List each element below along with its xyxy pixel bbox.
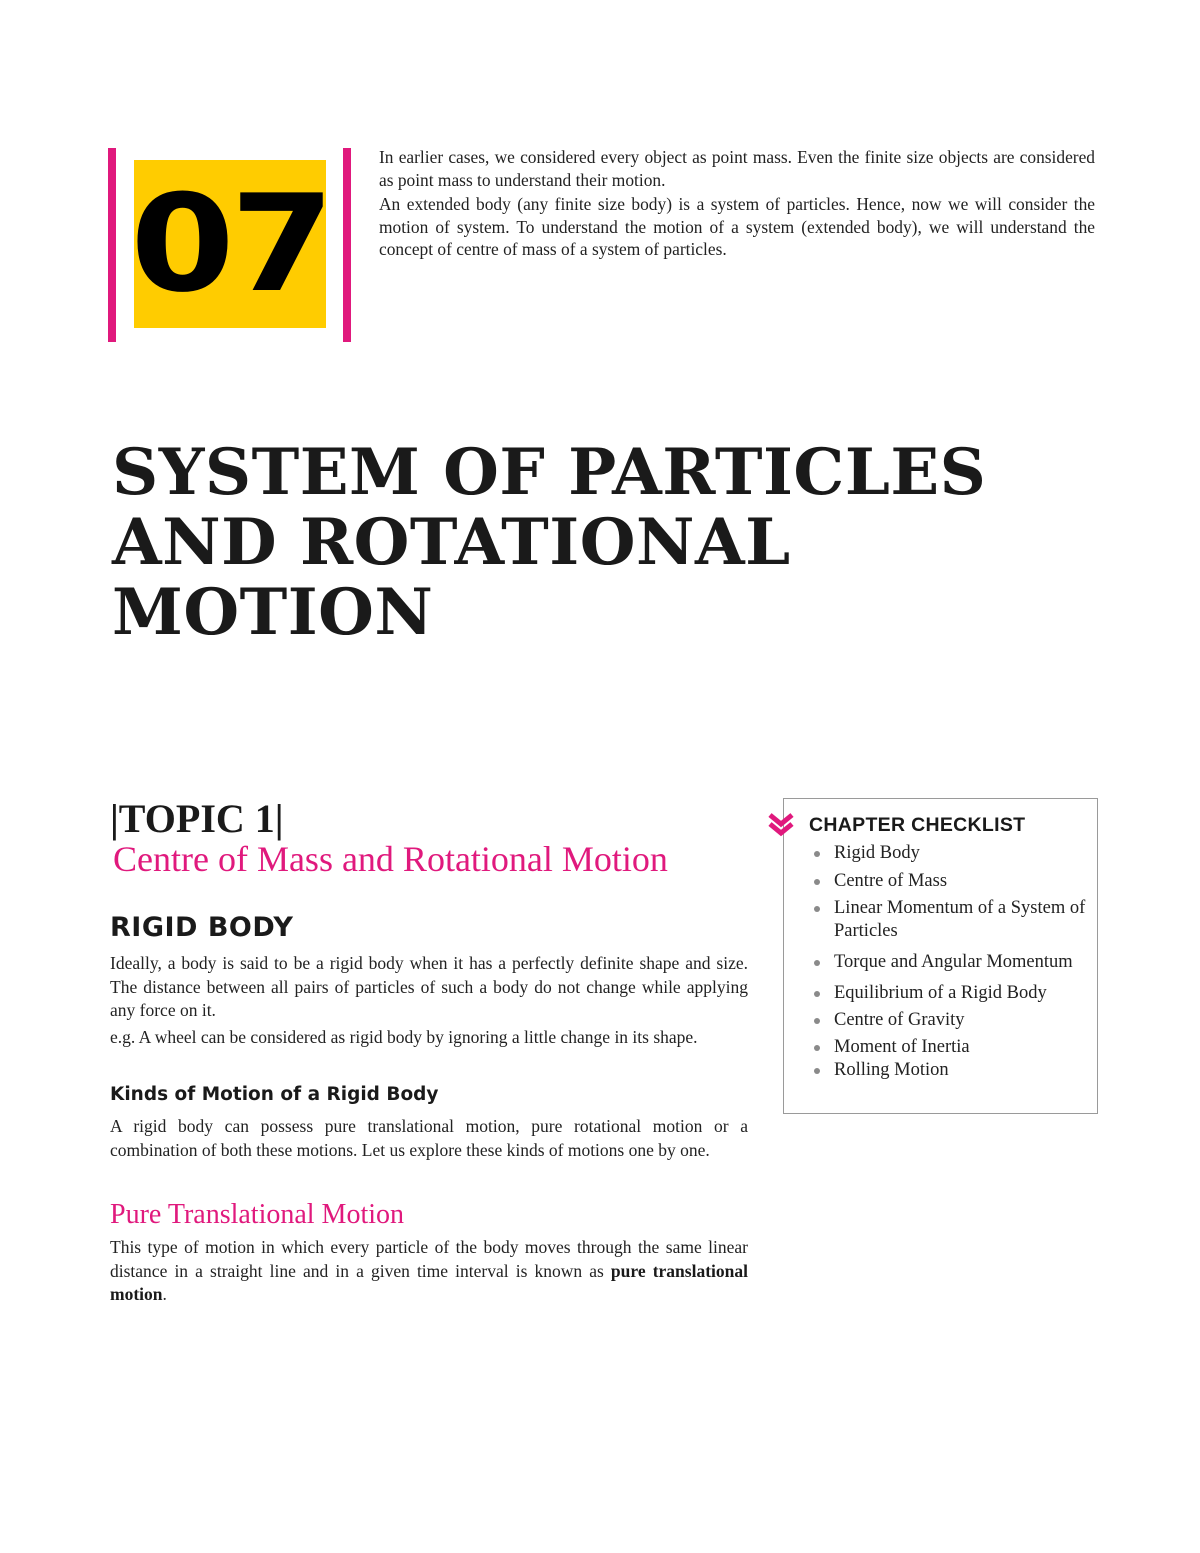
double-chevron-down-icon [767,812,795,838]
checklist-item: Rolling Motion [810,1059,1090,1082]
checklist-item: Moment of Inertia [810,1036,1090,1059]
kinds-of-motion-paragraph: A rigid body can possess pure translational motion, pure rotational motion or a combination of both these motions. Let us explore these kinds of motions one by one. [110,1116,748,1160]
chapter-number-box [130,160,330,328]
checklist-title: CHAPTER CHECKLIST [809,814,1026,836]
checklist-item: Equilibrium of a Rigid Body [810,982,1090,1005]
rigid-body-paragraph: Ideally, a body is said to be a rigid body when it has a perfectly definite shape and size. The distance between all pairs of particles of such a body do not change while applying any force on it. [110,953,748,1020]
chapter-right-bar [343,148,351,342]
intro-paragraph-2: An extended body (any finite size body) is a system of particles. Hence, now we will consider the motion of system. To understand the motion of a system (extended body), we will understand the concept of centre of mass of a system of particles. [379,194,1095,259]
rigid-body-heading: RIGID BODY [110,912,294,943]
chapter-title [112,435,1012,650]
topic-title: Centre of Mass and Rotational Motion [113,839,668,879]
pure-translational-text: This type of motion in which every particle of the body moves through the same linear distance in a straight line and in a given time interval is known as [110,1237,748,1281]
kinds-of-motion-heading: Kinds of Motion of a Rigid Body [110,1084,439,1105]
chapter-title-line-1: SYSTEM OF PARTICLES [112,435,987,510]
checklist-items [810,842,1090,1082]
pure-translational-term: pure translational motion [110,1260,748,1304]
checklist-item: Linear Momentum of a System of Particles [810,897,1090,943]
topic-label: |TOPIC 1| [110,796,284,841]
pure-translational-paragraph [110,1236,748,1307]
intro-paragraph-1: In earlier cases, we considered every object as point mass. Even the finite size objects are considered as point mass to understand their motion. [379,147,1095,190]
pure-translational-heading: Pure Translational Motion [110,1199,405,1230]
rigid-body-example: e.g. A wheel can be considered as rigid body by ignoring a little change in its shape. [110,1027,698,1047]
checklist-item: Centre of Gravity [810,1009,1090,1032]
chapter-left-bar [108,148,116,342]
chapter-number: 07 [130,166,330,322]
chapter-title-line-3: MOTION [112,575,434,650]
checklist-item: Rigid Body [810,842,1090,865]
pure-translational-end: . [162,1284,167,1304]
chapter-intro [379,146,1095,263]
chapter-title-line-2: AND ROTATIONAL [112,505,791,580]
checklist-item: Centre of Mass [810,870,1090,893]
checklist-item: Torque and Angular Momentum [810,951,1090,974]
